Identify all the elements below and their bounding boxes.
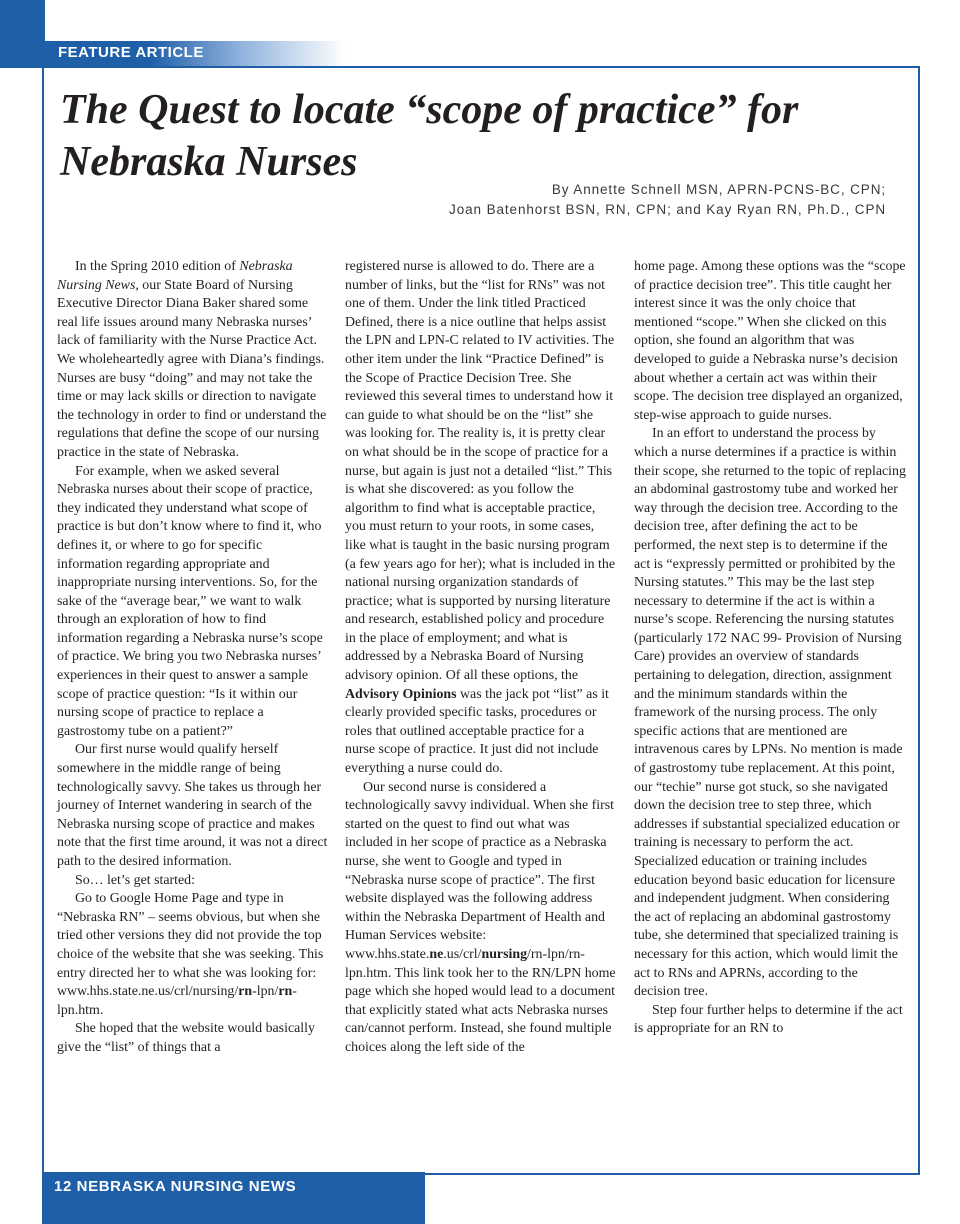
paragraph: For example, when we asked several Nebraska nurses about their scope of practice, they indicated they understand what scope of practice is but don’t know where to find it, who defines it, or where to go for specific information regarding appropriate and inappropriate nursing interventions. So, for the sake of the “average bear,” we want to walk through an exploration of how to find information regarding a Nebraska nurse’s scope of practice. We bring you two Nebraska nurses’ experiences in their quest to answer a sample scope of practice question: “Is it within our nursing scope of practice to replace a gastrostomy tube on a patient?”: [57, 463, 323, 739]
paragraph: registered nurse is allowed to do. There are a number of links, but the “list for RNs” was not one of them. Under the link titled Practiced Defined, there is a nice outline that helps assist the LPN and LPN-C related to IV activities. The other item under the link “Practice Defined” is the Scope of Practice Decision Tree. She reviewed this several times to understand how it can guide to what should be on the “list” she was looking for. The reality is, it is pretty clear on what should be in the scope of practice for a nurse, but again is just not a detailed “list.” This is what she discovered: as you follow the algorithm to find what is acceptable practice, you must return to your roots, in some cases, like what is taught in the basic nursing program (a few years ago for her); what is included in the national nursing organization standards of practice; what is supported by nursing literature and research, established policy and procedure in the place of employment; and what is addressed by a Nebraska Board of Nursing advisory opinion. Of all these options, the Advisory Opinions was the jack pot “list” as it clearly provided specific tasks, procedures or roles that outlined acceptable practice for a nurse scope of practice. It just did not include everything a nurse could do.: [345, 259, 615, 777]
byline: [186, 180, 886, 220]
paragraph: Our first nurse would qualify herself somewhere in the middle range of being technologically savvy. She takes us through her journey of Internet wandering in search of the Nebraska nursing scope of practice and makes note that the first time around, it was not a direct path to the desired information.: [57, 742, 328, 869]
article-column-1: [57, 258, 329, 1058]
paragraph: Our second nurse is considered a technologically savvy individual. When she first started on the quest to find out what was included in her scope of practice as a Nebraska nurse, she went to Google and typed in “Nebraska nurse scope of practice”. The first website displayed was the following address within the Nebraska Department of Health and Human Services website: www.hhs.state.ne.us/crl/nursing/rn-lpn/rn-lpn.htm. This link took her to the RN/LPN home page which she hoped would lead to a document that explicitly stated what acts Nebraska nurses can/cannot perform. Instead, she found multiple choices along the left side of the: [345, 779, 616, 1055]
article-column-2: [345, 258, 617, 1058]
paragraph: She hoped that the website would basically give the “list” of things that a: [57, 1021, 315, 1055]
byline-line-1: By Annette Schnell MSN, APRN-PCNS-BC, CPN;: [551, 182, 886, 197]
corner-accent-block: [0, 0, 45, 68]
paragraph: Go to Google Home Page and type in “Nebraska RN” – seems obvious, but when she tried other versions they did not provide the top choice of the website that she was seeking. This entry directed her to what she was looking for: www.hhs.state.ne.us/crl/nursing/rn-lpn/rn-lpn.htm.: [57, 891, 324, 1018]
paragraph: In an effort to understand the process by which a nurse determines if a practice is within their scope, she returned to the topic of replacing an abdominal gastrostomy tube and worked her way through the decision tree. According to the decision tree, after defining the act to be performed, the next step is to determine if the act is “expressly permitted or prohibited by the Nursing statutes.” This may be the last step necessary to determine if the act is within a nurse’s scope. Referencing the nursing statutes (particularly 172 NAC 99- Provision of Nursing Care) provides an overview of standards pertaining to delegation, direction, assignment and the minimum standards within the framework of the nursing process. The only specific actions that are mentioned are intravenous cares by LPNs. No mention is made of gastrostomy tube replacement. At this point, our “techie” nurse got stuck, so she navigated down the decision tree to step three, which addresses if substantial specialized education or training is necessary to perform the act. Specialized education or training includes education beyond basic education for licensure and independent judgment. When considering the act of replacing an abdominal gastrostomy tube, she determined that specialized training is necessary for this action, which would limit the act to RNs and APRNs, according to the decision tree.: [634, 426, 906, 1000]
article-title: The Quest to locate “scope of practice” for Nebraska Nurses: [60, 87, 799, 185]
paragraph: Step four further helps to determine if the act is appropriate for an RN to: [634, 1002, 903, 1037]
article-column-3: [634, 258, 906, 1039]
paragraph: In the Spring 2010 edition of Nebraska Nursing News, our State Board of Nursing Executive Director Diana Baker shared some real life issues around many Nebraska nurses’ lack of familiarity with the Nurse Practice Act. We wholeheartedly agree with Diana’s findings. Nurses are busy “doing” and may not take the time or may lack skills or direction to navigate the technology in order to find or understand the regulations that define the scope of our nursing practice in the state of Nebraska.: [57, 259, 327, 460]
paragraph: home page. Among these options was the “scope of practice decision tree”. This title caught her interest since it was the only choice that mentioned “scope.” When she clicked on this option, she found an algorithm that was developed to guide a Nebraska nurse’s decision about whether a certain act was within their scope. The decision tree displayed an organized, step-wise approach to guide nurses.: [634, 259, 906, 423]
byline-line-2: Joan Batenhorst BSN, RN, CPN; and Kay Ryan RN, Ph.D., CPN: [449, 202, 886, 217]
section-label: FEATURE ARTICLE: [58, 44, 204, 61]
paragraph: So… let’s get started:: [75, 872, 195, 888]
page-footer-label: 12 NEBRASKA NURSING NEWS: [54, 1178, 297, 1195]
